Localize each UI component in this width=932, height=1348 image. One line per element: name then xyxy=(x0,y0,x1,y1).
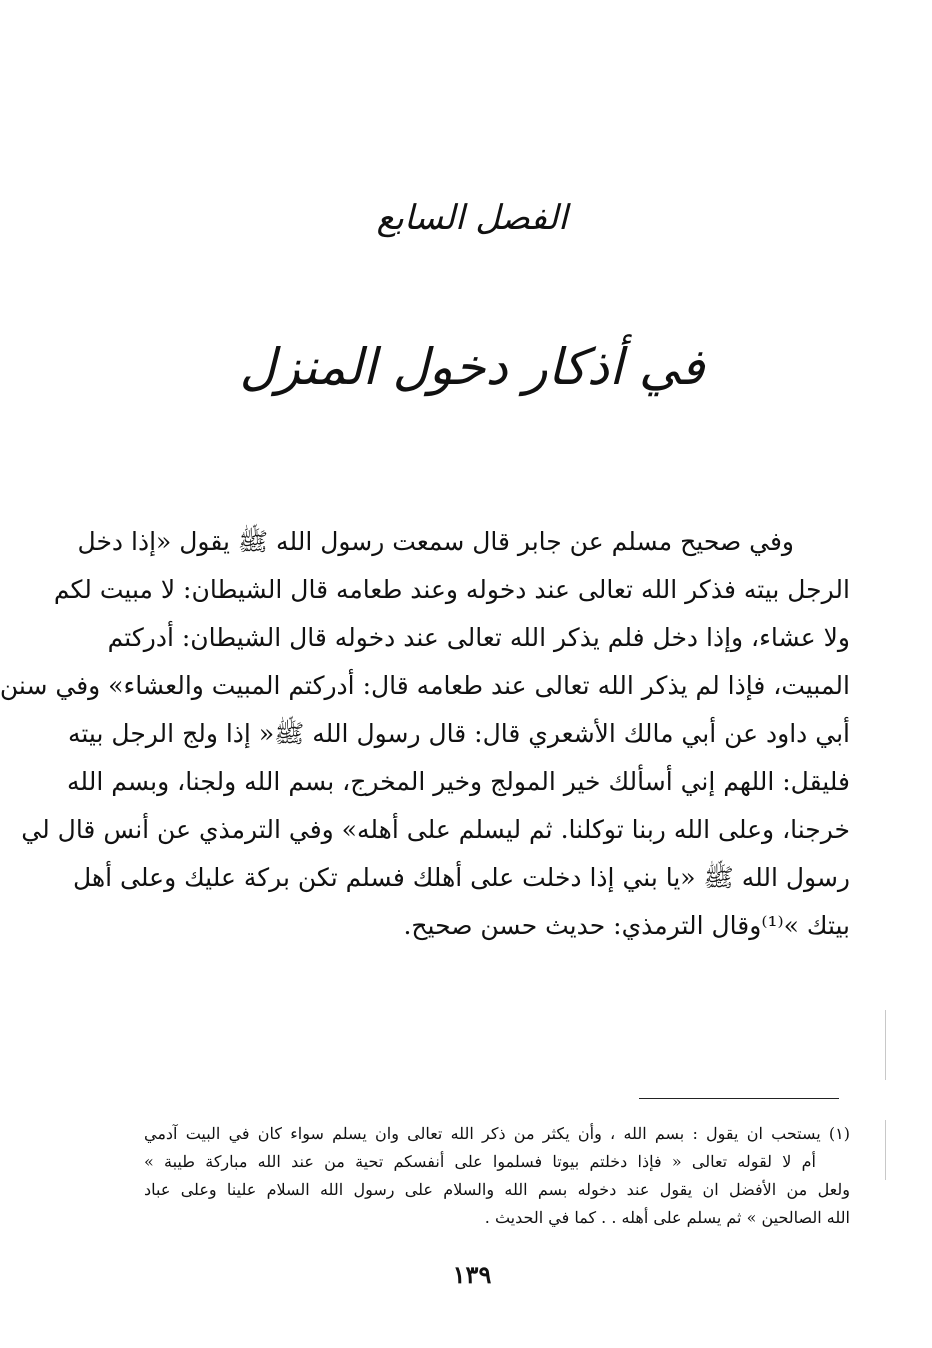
footnote-line: ولعل من الأفضل ان يقول عند دخوله بسم الله والسلام على رسول الله السلام علينا وعلى عباد xyxy=(144,1180,850,1199)
body-line: الرجل بيته فذكر الله تعالى عند دخوله وعند طعامه قال الشيطان: لا مبيت لكم xyxy=(53,575,850,604)
body-line: فليقل: اللهم إني أسألك خير المولج وخير المخرج، بسم الله ولجنا، وبسم الله xyxy=(67,767,850,796)
body-line: خرجنا، وعلى الله ربنا توكلنا. ثم ليسلم على أهله» وفي الترمذي عن أنس قال لي xyxy=(21,815,850,844)
margin-scan-mark xyxy=(885,1120,886,1180)
chapter-heading: الفصل السابع xyxy=(376,198,568,238)
footnote-line: الله الصالحين » ثم يسلم على أهله . . كما في الحديث . xyxy=(484,1208,850,1227)
body-line: بيتك »⁽¹⁾وقال الترمذي: حديث حسن صحيح. xyxy=(403,911,850,940)
body-line: أبي داود عن أبي مالك الأشعري قال: قال رسول الله ﷺ« إذا ولج الرجل بيته xyxy=(67,719,850,748)
footnote-divider xyxy=(639,1098,839,1099)
footnote-line: أم لا لقوله تعالى « فإذا دخلتم بيوتا فسلموا على أنفسكم تحية من عند الله مباركة طيبة » xyxy=(144,1152,816,1171)
body-line: رسول الله ﷺ «يا بني إذا دخلت على أهلك فسلم تكن بركة عليك وعلى أهل xyxy=(73,863,850,892)
footnotes xyxy=(144,1120,850,1232)
body-text xyxy=(0,518,850,950)
body-line: ولا عشاء، وإذا دخل فلم يذكر الله تعالى عند دخوله قال الشيطان: أدركتم xyxy=(107,623,850,652)
footnote-line: (١) يستحب ان يقول : بسم الله ، وأن يكثر من ذكر الله تعالى وان يسلم سواء كان في البيت آدمي xyxy=(144,1124,850,1143)
page-number: ١٣٩ xyxy=(452,1260,492,1289)
body-line: المبيت، فإذا لم يذكر الله تعالى عند طعامه قال: أدركتم المبيت والعشاء» وفي سنن xyxy=(0,671,850,700)
section-title: في أذكار دخول المنزل xyxy=(239,338,705,396)
body-line: وفي صحيح مسلم عن جابر قال سمعت رسول الله ﷺ يقول «إذا دخل xyxy=(77,527,794,556)
margin-scan-mark xyxy=(885,1010,886,1080)
